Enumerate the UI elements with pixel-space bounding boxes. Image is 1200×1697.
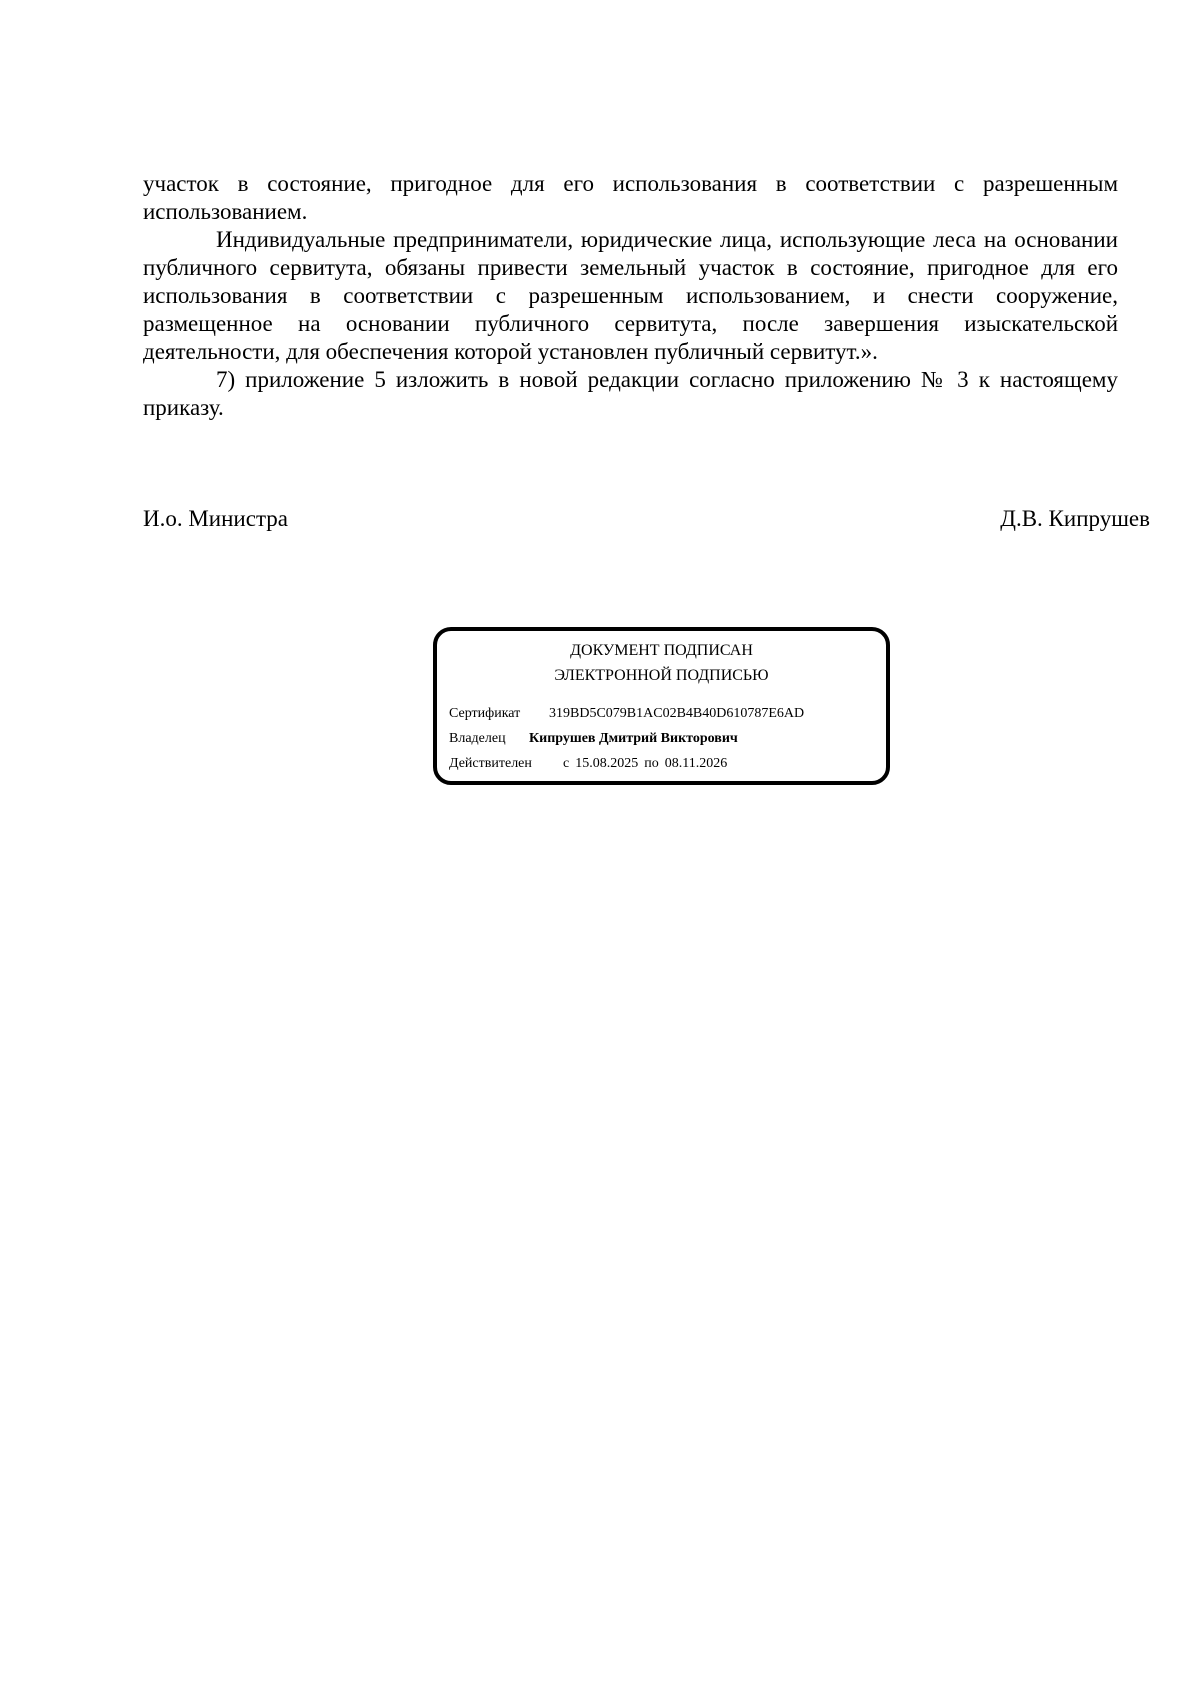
validity-label: Действителен: [449, 756, 532, 771]
paragraph-entrepreneurs: Индивидуальные предприниматели, юридические лица, использующие леса на основании публичного сервитута, обязаны привести земельный участок в состояние, пригодное для его использования в соответствии с разрешенным использованием, и снести сооружение, размещенное на основании публичного сервитута, после завершения изыскательской деятельности, для обеспечения которой установлен публичный сервитут.».: [143, 227, 1118, 364]
stamp-title-line2: ЭЛЕКТРОННОЙ ПОДПИСЬЮ: [554, 667, 769, 684]
signatory-name: Д.В. Кипрушев: [1000, 506, 1150, 531]
valid-to-date: 08.11.2026: [664, 756, 728, 771]
electronic-signature-stamp: [433, 627, 890, 785]
stamp-title-line1: ДОКУМЕНТ ПОДПИСАН: [570, 642, 753, 659]
signatory-position: И.о. Министра: [143, 506, 288, 531]
paragraph-item-7: 7) приложение 5 изложить в новой редакции согласно приложению № 3 к настоящему приказу.: [143, 367, 1118, 420]
stamp-certificate-row: [449, 705, 804, 723]
owner-value: Кипрушев Дмитрий Викторович: [529, 731, 738, 746]
certificate-value: 319BD5C079B1AC02B4B40D610787E6AD: [549, 706, 805, 721]
document-body: [143, 170, 1118, 422]
valid-from-date: 15.08.2025: [575, 756, 639, 771]
validity-period: [563, 756, 727, 771]
valid-to-prefix: по: [644, 756, 659, 771]
valid-from-prefix: с: [563, 756, 570, 771]
owner-label: Владелец: [449, 731, 506, 746]
signature-line: [143, 505, 1150, 535]
stamp-owner-row: [449, 730, 738, 748]
certificate-label: Сертификат: [449, 706, 521, 721]
stamp-validity-row: [449, 755, 727, 773]
paragraph-continuation: участок в состояние, пригодное для его использования в соответствии с разрешенным использованием.: [143, 171, 1118, 224]
